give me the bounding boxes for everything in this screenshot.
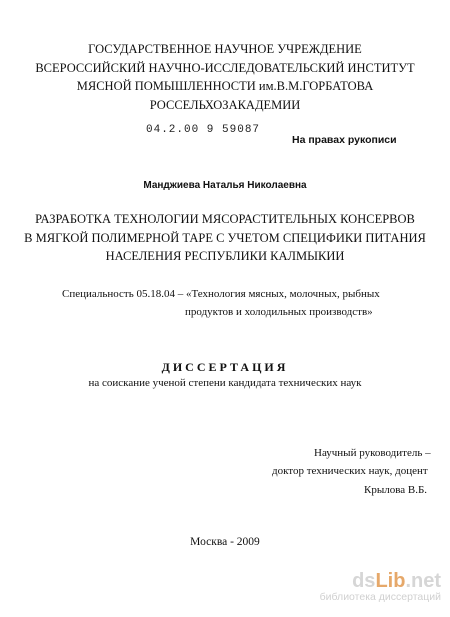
institution-line: РОССЕЛЬХОЗАКАДЕМИИ xyxy=(149,97,301,112)
supervisor-label: Научный руководитель – xyxy=(314,447,431,459)
institution-line: ГОСУДАРСТВЕННОЕ НАУЧНОЕ УЧРЕЖДЕНИЕ xyxy=(88,42,362,56)
watermark-subtitle: библиотека диссертаций xyxy=(319,591,441,603)
specialty-line-2: продуктов и холодильных производств» xyxy=(185,306,373,318)
watermark-logo: dsLib.net xyxy=(352,570,441,592)
title-line: В МЯГКОЙ ПОЛИМЕРНОЙ ТАРЕ С УЧЕТОМ СПЕЦИФИКИ ПИТАНИЯ xyxy=(24,230,426,245)
title-line: РАЗРАБОТКА ТЕХНОЛОГИИ МЯСОРАСТИТЕЛЬНЫХ КОНСЕРВОВ xyxy=(35,212,415,226)
city-year: Москва - 2009 xyxy=(190,536,260,548)
specialty-line-1: Специальность 05.18.04 – «Технология мясных, молочных, рыбных xyxy=(62,288,380,300)
document-type: ДИССЕРТАЦИЯ xyxy=(161,360,289,374)
watermark xyxy=(296,570,441,603)
institution-header xyxy=(0,40,450,114)
institution-line: МЯСНОЙ ПОМЫШЛЕННОСТИ им.В.М.ГОРБАТОВА xyxy=(76,79,374,93)
degree-purpose: на соискание ученой степени кандидата технических наук xyxy=(88,377,362,389)
author-name: Манджиева Наталья Николаевна xyxy=(143,180,307,191)
supervisor-name: Крылова В.Б. xyxy=(364,484,428,496)
registration-stamp: 04.2.00 9 59087 xyxy=(146,124,261,136)
dissertation-title xyxy=(0,210,450,266)
title-line: НАСЕЛЕНИЯ РЕСПУБЛИКИ КАЛМЫКИИ xyxy=(105,249,345,263)
institution-line: ВСЕРОССИЙСКИЙ НАУЧНО-ИССЛЕДОВАТЕЛЬСКИЙ ИНСТИТУТ xyxy=(35,60,415,75)
supervisor-degree: доктор технических наук, доцент xyxy=(272,465,428,477)
manuscript-rights: На правах рукописи xyxy=(292,134,397,146)
